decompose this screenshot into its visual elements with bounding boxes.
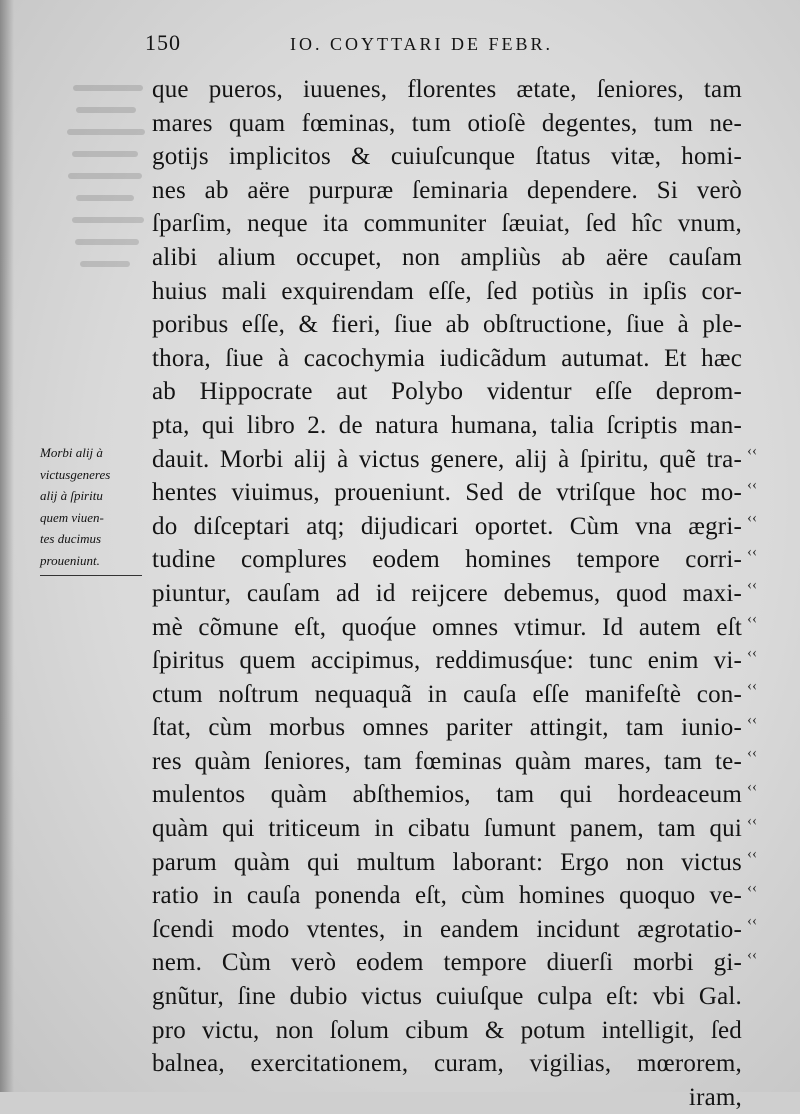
marginal-note-line: tes ducimus xyxy=(40,531,102,546)
quote-mark: ‹‹ xyxy=(747,879,757,896)
quote-mark: ‹‹ xyxy=(747,812,757,829)
page-header xyxy=(145,30,745,60)
text-line: ab Hippocrate aut Polybo videntur eſſe deprom- xyxy=(152,378,742,406)
text-line: huius mali exquirendam eſſe, ſed potiùs in ipſis cor- xyxy=(152,277,742,305)
bleed-texture xyxy=(58,77,148,317)
text-line: piuntur, cauſam ad id reijcere debemus, quod maxi- xyxy=(152,579,742,607)
text-line: mè cõmune eſt, quoq́ue omnes vtimur. Id autem eſt xyxy=(152,613,742,641)
marginal-note-rule xyxy=(40,575,142,576)
quote-mark: ‹‹ xyxy=(747,577,757,594)
text-line: ſtat, cùm morbus omnes pariter attingit, tam iunio- xyxy=(152,714,742,742)
quote-mark: ‹‹ xyxy=(747,543,757,560)
text-line: mares quam fœminas, tum otioſè degentes, tum ne- xyxy=(152,109,742,137)
page-number: 150 xyxy=(145,30,181,55)
quote-mark: ‹‹ xyxy=(747,443,757,459)
text-line: ſparſim, neque ita communiter ſæuiat, ſed hîc vnum, xyxy=(152,210,742,238)
marginal-note-line: alij à ſpiritu xyxy=(40,488,103,503)
page-gutter-shadow xyxy=(0,0,14,1092)
show-through-bleed-left xyxy=(58,60,148,323)
quote-mark: ‹‹ xyxy=(747,913,757,930)
text-line: tudine complures eodem homines tempore corri- xyxy=(152,546,742,574)
marginal-note xyxy=(40,442,152,571)
quote-mark: ‹‹ xyxy=(747,476,757,493)
text-line: poribus eſſe, & fieri, ſiue ab obſtructione, ſiue à ple- xyxy=(152,311,742,339)
marginal-note-line: quem viuen- xyxy=(40,509,104,525)
marginal-note-line: victusgeneres xyxy=(40,466,111,482)
text-line: nem. Cùm verò eodem tempore diuerſi morbi gi- xyxy=(152,949,742,977)
quote-mark: ‹‹ xyxy=(747,846,757,863)
quote-mark: ‹‹ xyxy=(747,946,757,963)
quote-mark: ‹‹ xyxy=(747,644,757,661)
text-line: pro victu, non ſolum cibum & potum intelligit, ſed xyxy=(152,1016,742,1044)
marginal-note-line: proueniunt. xyxy=(40,552,100,568)
quote-mark: ‹‹ xyxy=(747,778,757,795)
body-text xyxy=(152,73,742,1114)
text-line: balnea, exercitationem, curam, vigilias, mœrorem, xyxy=(152,1050,742,1078)
text-line: gotijs implicitos & cuiuſcunque ſtatus vitæ, homi- xyxy=(152,143,742,171)
text-line: hentes viuimus, proueniunt. Sed de vtriſque hoc mo- xyxy=(152,479,742,507)
text-line: ſpiritus quem accipimus, reddimusq́ue: tunc enim vi- xyxy=(152,647,742,675)
text-line: thora, ſiue à cacochymia iudicãdum autumat. Et hæc xyxy=(152,344,742,372)
text-line: parum quàm qui multum laborant: Ergo non victus xyxy=(152,848,742,876)
text-line: ſcendi modo vtentes, in eandem incidunt ægrotatio- xyxy=(152,915,742,943)
running-head: IO. COYTTARI DE FEBR. xyxy=(290,34,554,54)
text-line: que pueros, iuuenes, florentes ætate, ſeniores, tam xyxy=(152,76,742,103)
marginal-note-line: Morbi alij à xyxy=(40,445,103,460)
quote-mark: ‹‹ xyxy=(747,678,757,695)
text-line: alibi alium occupet, non ampliùs ab aëre cauſam xyxy=(152,243,742,271)
quote-mark: ‹‹ xyxy=(747,745,757,762)
text-line: do diſceptari atq; dijudicari oportet. Cùm vna ægri- xyxy=(152,512,742,540)
quote-mark: ‹‹ xyxy=(747,610,757,627)
text-line: quàm qui triticeum in cibatu ſumunt panem, tam qui xyxy=(152,815,742,843)
text-line: res quàm ſeniores, tam fœminas quàm mares, tam te- xyxy=(152,747,742,775)
quotation-marks-column xyxy=(747,435,787,973)
text-line: ratio in cauſa ponenda eſt, cùm homines quoquo ve- xyxy=(152,882,742,910)
text-line: dauit. Morbi alij à victus genere, alij à ſpiritu, quẽ tra- xyxy=(152,445,742,473)
text-line: ctum noſtrum nequaquã in cauſa eſſe manifeſtè con- xyxy=(152,680,742,708)
text-line: nes ab aëre purpuræ ſeminaria dependere. Si verò xyxy=(152,176,742,204)
quote-mark: ‹‹ xyxy=(747,711,757,728)
quote-mark: ‹‹ xyxy=(747,510,757,527)
text-line: mulentos quàm abſthemios, tam qui hordeaceum xyxy=(152,781,742,809)
text-line: gnũtur, ſine dubio victus cuiuſque culpa eſt: vbi Gal. xyxy=(152,983,742,1011)
catchword: iram, xyxy=(688,1083,742,1111)
text-line: pta, qui libro 2. de natura humana, talia ſcriptis man- xyxy=(152,411,742,439)
